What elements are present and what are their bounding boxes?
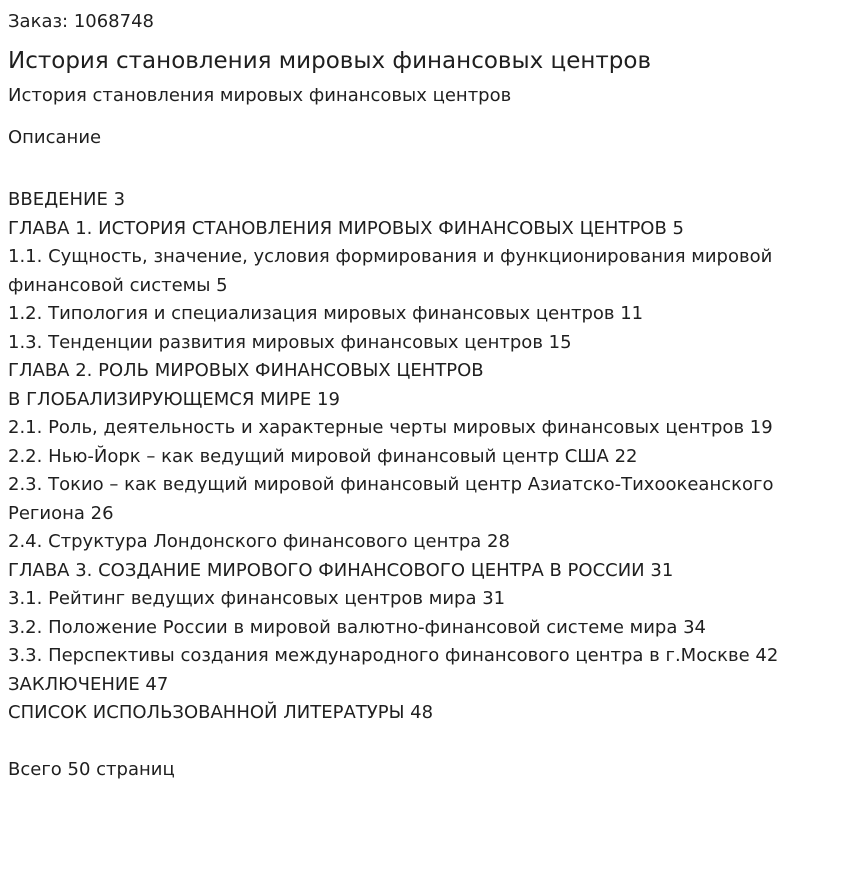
page-title: История становления мировых финансовых центров bbox=[8, 48, 652, 74]
table-of-contents bbox=[8, 186, 839, 728]
total-pages: Всего 50 страниц bbox=[8, 758, 175, 780]
page-subtitle: История становления мировых финансовых центров bbox=[8, 85, 512, 106]
toc-line: ГЛАВА 2. РОЛЬ МИРОВЫХ ФИНАНСОВЫХ ЦЕНТРОВ bbox=[8, 360, 484, 381]
toc-line: 3.2. Положение России в мировой валютно-финансовой системе мира 34 bbox=[8, 616, 707, 638]
toc-line: В ГЛОБАЛИЗИРУЮЩЕМСЯ МИРЕ 19 bbox=[8, 388, 340, 410]
toc-line: ВВЕДЕНИЕ 3 bbox=[8, 189, 126, 210]
toc-line: 2.3. Токио – как ведущий мировой финансовый центр Азиатско-Тихоокеанского bbox=[8, 474, 774, 495]
toc-line: СПИСОК ИСПОЛЬЗОВАННОЙ ЛИТЕРАТУРЫ 48 bbox=[8, 702, 434, 723]
toc-line: 3.1. Рейтинг ведущих финансовых центров мира 31 bbox=[8, 588, 506, 609]
toc-line: 1.3. Тенденции развития мировых финансовых центров 15 bbox=[8, 331, 572, 353]
toc-line: Региона 26 bbox=[8, 502, 114, 524]
toc-line: ЗАКЛЮЧЕНИЕ 47 bbox=[8, 673, 169, 695]
toc-line: 3.3. Перспективы создания международного финансового центра в г.Москве 42 bbox=[8, 645, 779, 666]
order-number: Заказ: 1068748 bbox=[8, 11, 154, 32]
toc-line: ГЛАВА 1. ИСТОРИЯ СТАНОВЛЕНИЯ МИРОВЫХ ФИНАНСОВЫХ ЦЕНТРОВ 5 bbox=[8, 217, 685, 239]
toc-line: 2.2. Нью-Йорк – как ведущий мировой финансовый центр США 22 bbox=[8, 445, 638, 467]
toc-line: 1.1. Сущность, значение, условия формирования и функционирования мировой bbox=[8, 246, 773, 267]
toc-line: 2.4. Структура Лондонского финансового центра 28 bbox=[8, 531, 510, 552]
description-label: Описание bbox=[8, 127, 102, 148]
toc-line: финансовой системы 5 bbox=[8, 274, 228, 296]
toc-line: ГЛАВА 3. СОЗДАНИЕ МИРОВОГО ФИНАНСОВОГО ЦЕНТРА В РОССИИ 31 bbox=[8, 559, 674, 581]
toc-line: 1.2. Типология и специализация мировых финансовых центров 11 bbox=[8, 303, 644, 324]
toc-line: 2.1. Роль, деятельность и характерные черты мировых финансовых центров 19 bbox=[8, 417, 773, 438]
